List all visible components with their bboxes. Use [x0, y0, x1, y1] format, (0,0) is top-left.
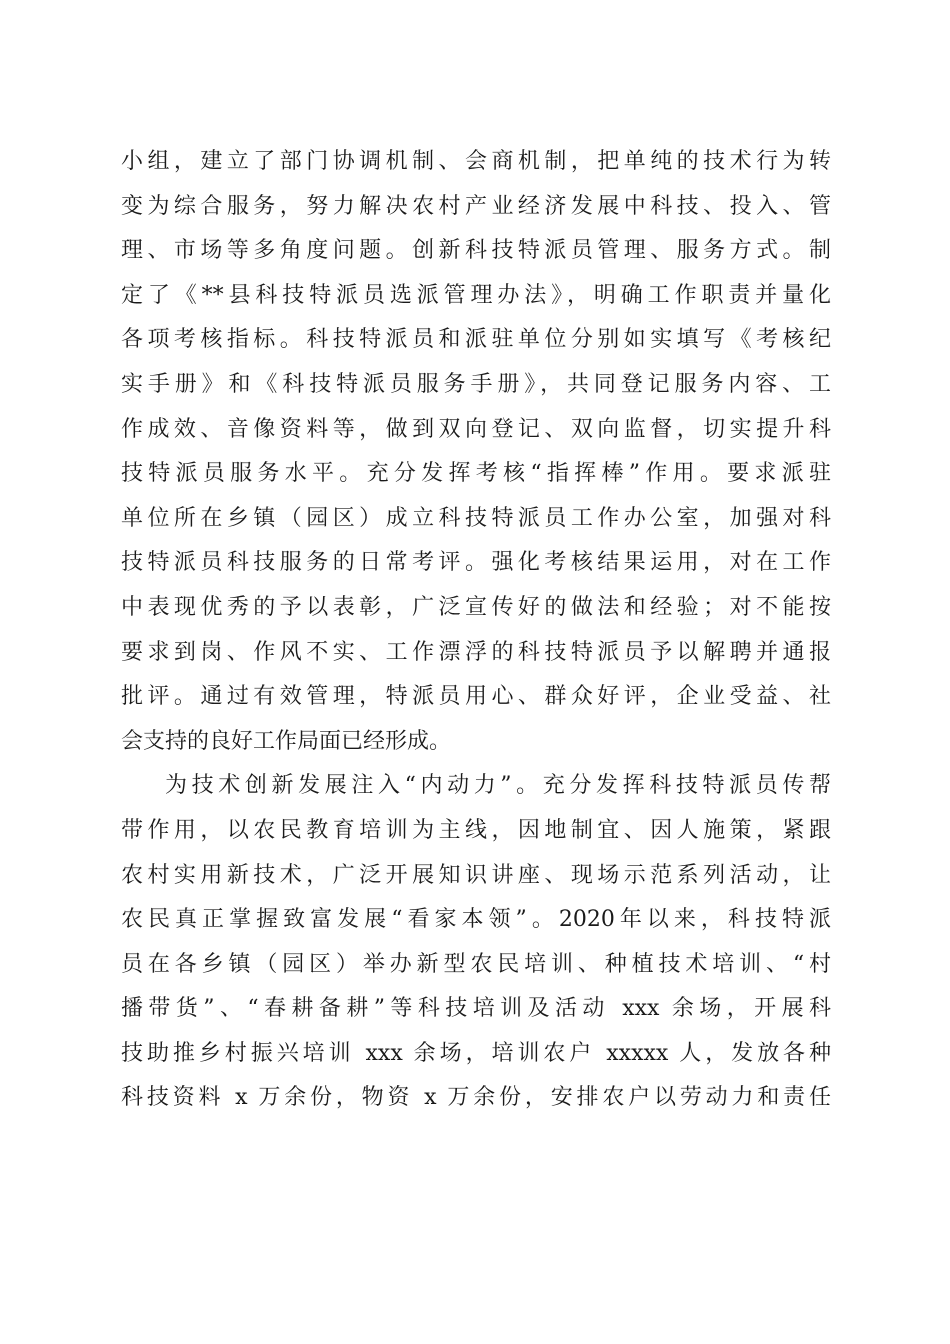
text-line: 会支持的良好工作局面已经形成。 [121, 728, 452, 754]
text-line: 定了《**县科技特派员选派管理办法》，明确工作职责并量化 [121, 282, 831, 308]
text-line: 理、市场等多角度问题。创新科技特派员管理、服务方式。制 [121, 238, 831, 264]
text-line: 批评。通过有效管理，特派员用心、群众好评，企业受益、社 [121, 684, 831, 710]
text-line: 技特派员科技服务的日常考评。强化考核结果运用，对在工作 [121, 550, 831, 576]
text-line: 单位所在乡镇（园区）成立科技特派员工作办公室，加强对科 [121, 505, 831, 531]
text-line: 各项考核指标。科技特派员和派驻单位分别如实填写《考核纪 [121, 327, 831, 353]
text-line: 小组，建立了部门协调机制、会商机制，把单纯的技术行为转 [121, 149, 831, 174]
text-line: 中表现优秀的予以表彰，广泛宣传好的做法和经验；对不能按 [121, 594, 831, 620]
paragraph-first-line: 为技术创新发展注入“内动力”。充分发挥科技特派员传帮 [165, 773, 831, 799]
text-line: 农民真正掌握致富发展“看家本领”。2020年以来，科技特派 [121, 907, 831, 933]
text-line: 实手册》和《科技特派员服务手册》，共同登记服务内容、工 [121, 371, 831, 397]
text-line: 要求到岗、作风不实、工作漂浮的科技特派员予以解聘并通报 [121, 639, 831, 665]
text-line: 播带货”、“春耕备耕”等科技培训及活动 xxx 余场，开展科 [121, 996, 831, 1022]
text-line: 技助推乡村振兴培训 xxx 余场，培训农户 xxxxx 人，发放各种 [121, 1040, 831, 1066]
text-line: 员在各乡镇（园区）举办新型农民培训、种植技术培训、“村 [121, 951, 831, 977]
text-line: 农村实用新技术，广泛开展知识讲座、现场示范系列活动，让 [121, 862, 831, 888]
text-line: 作成效、音像资料等，做到双向登记、双向监督，切实提升科 [121, 416, 831, 442]
text-line: 技特派员服务水平。充分发挥考核“指挥棒”作用。要求派驻 [121, 461, 831, 487]
text-line: 科技资料 x 万余份，物资 x 万余份，安排农户以劳动力和责任 [121, 1085, 831, 1111]
text-line: 变为综合服务，努力解决农村产业经济发展中科技、投入、管 [121, 193, 831, 219]
text-line: 带作用，以农民教育培训为主线，因地制宜、因人施策，紧跟 [121, 817, 831, 843]
body-text [121, 140, 831, 1121]
